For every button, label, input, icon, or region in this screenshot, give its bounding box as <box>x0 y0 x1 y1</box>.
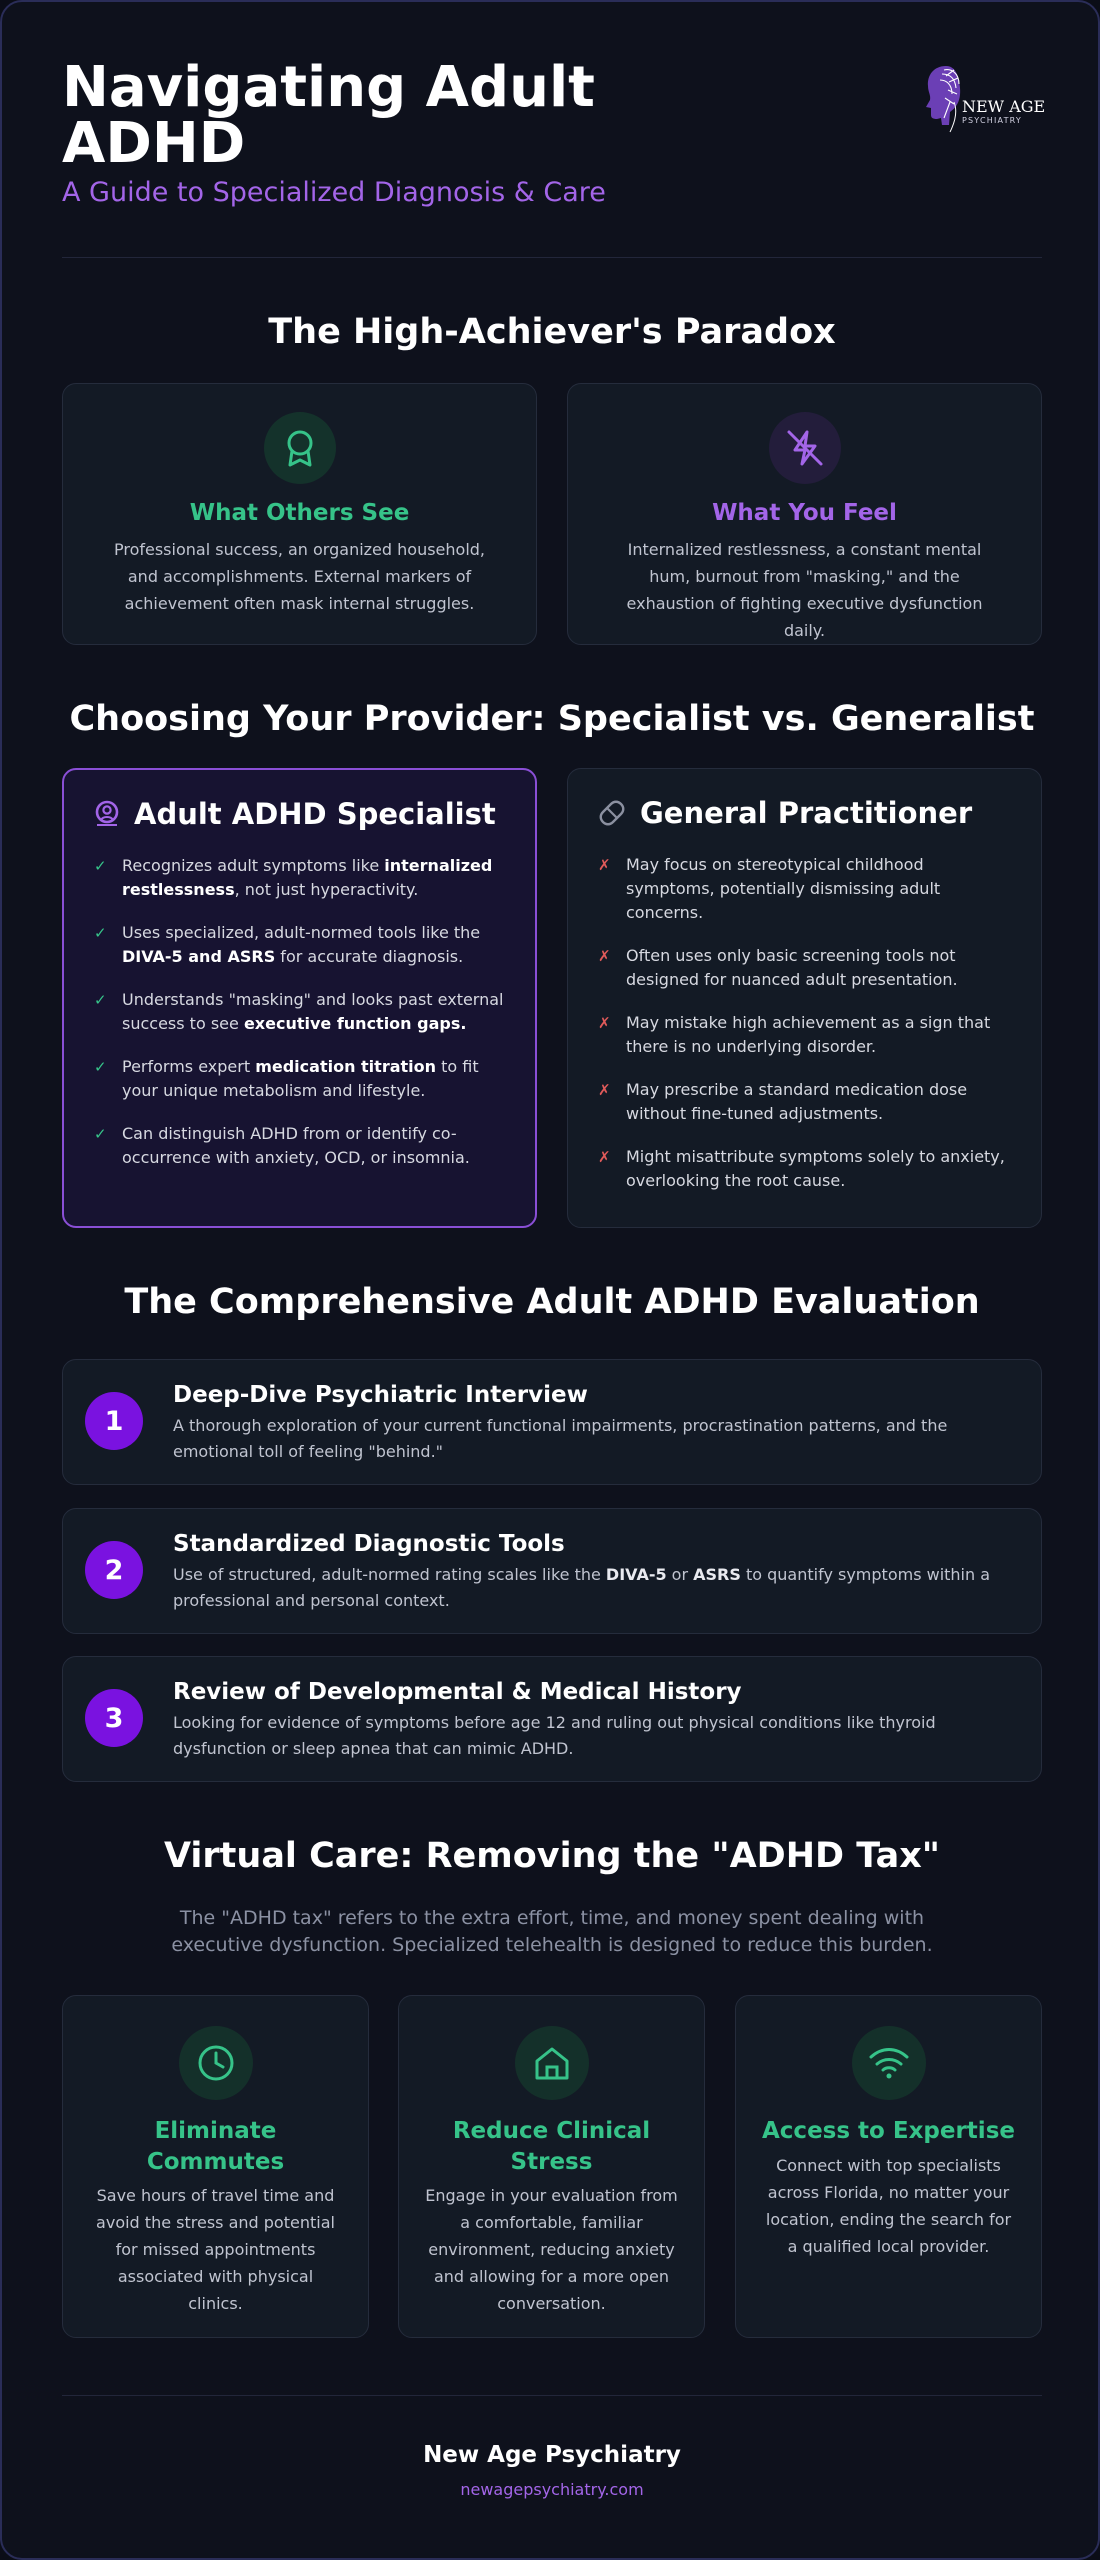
generalist-list-item <box>598 1145 1015 1193</box>
footer-website-link[interactable]: newagepsychiatry.com <box>460 2480 644 2499</box>
step-description <box>173 1710 1021 1762</box>
header-divider <box>62 257 1042 258</box>
body-text: Understands "masking" and looks past external success to see <box>122 990 504 1033</box>
section-title-virtual-care: Virtual Care: Removing the "ADHD Tax" <box>163 1836 941 1876</box>
specialist-card-header <box>94 798 496 830</box>
paradox-card-others-see <box>62 383 537 645</box>
virtual-care-intro: The "ADHD tax" refers to the extra effort, time, and money spent dealing with executive dysfunction. Specialized telehealth is designed to reduce this burden. <box>171 1907 933 1956</box>
evaluation-step <box>62 1359 1042 1485</box>
generalist-list-item <box>598 944 1015 992</box>
body-text: Can distinguish ADHD from or identify co-occurrence with anxiety, OCD, or insomnia. <box>122 1124 470 1167</box>
section-title-evaluation: The Comprehensive Adult ADHD Evaluation <box>124 1282 980 1322</box>
list-item-text <box>122 988 509 1036</box>
zap-off-icon <box>769 412 841 484</box>
body-text: or <box>666 1565 694 1584</box>
emphasis-text: internalized restlessness <box>122 856 493 899</box>
generalist-card-title: General Practitioner <box>640 796 973 830</box>
page-subtitle: A Guide to Specialized Diagnosis & Care <box>62 177 606 208</box>
list-item-text <box>122 921 509 969</box>
logo-text-sub: PSYCHIATRY <box>962 116 1022 125</box>
footer-company-name: New Age Psychiatry <box>423 2442 681 2468</box>
logo-text-main: NEW AGE <box>962 97 1046 116</box>
virtual-card-title: Reduce Clinical Stress <box>452 2118 651 2175</box>
user-doctor-icon <box>94 800 120 828</box>
virtual-card-desc: Engage in your evaluation from a comfortable, familiar environment, reducing anxiety and allowing for a more open conversation. <box>425 2186 678 2313</box>
specialist-card-title: Adult ADHD Specialist <box>134 797 496 831</box>
section-title-paradox: The High-Achiever's Paradox <box>268 312 836 352</box>
cross-icon: ✗ <box>598 1014 611 1032</box>
paradox-card-desc: Professional success, an organized household, and accomplishments. External markers of achievement often mask internal struggles. <box>113 540 485 613</box>
list-item-text <box>122 1122 509 1170</box>
cross-icon: ✗ <box>598 856 611 874</box>
award-ribbon-icon <box>264 412 336 484</box>
step-description <box>173 1562 1021 1614</box>
body-text: A thorough exploration of your current functional impairments, procrastination patterns, and the emotional toll of feeling "behind." <box>173 1416 948 1461</box>
check-icon: ✓ <box>94 1058 107 1076</box>
page-title: Navigating Adult ADHD <box>62 55 595 176</box>
emphasis-text: executive function gaps. <box>243 1014 467 1033</box>
list-item-text: Might misattribute symptoms solely to anxiety, overlooking the root cause. <box>626 1147 1005 1190</box>
paradox-card-you-feel <box>567 383 1042 645</box>
cross-icon: ✗ <box>598 1148 611 1166</box>
generalist-list <box>598 853 1015 1212</box>
list-item-text: Often uses only basic screening tools not designed for nuanced adult presentation. <box>626 946 958 989</box>
home-icon <box>515 2026 589 2100</box>
specialist-list-item <box>94 854 509 902</box>
body-text: Looking for evidence of symptoms before age 12 and ruling out physical conditions like thyroid dysfunction or sleep apnea that can mimic ADHD. <box>173 1713 936 1758</box>
virtual-card-title: Access to Expertise <box>762 2118 1015 2144</box>
step-number-badge: 3 <box>85 1689 143 1747</box>
generalist-card <box>567 768 1042 1228</box>
generalist-list-item <box>598 1011 1015 1059</box>
body-text: , not just hyperactivity. <box>234 880 419 899</box>
virtual-card-stress <box>398 1995 705 2338</box>
check-icon: ✓ <box>94 991 107 1009</box>
wifi-icon <box>852 2026 926 2100</box>
generalist-list-item <box>598 1078 1015 1126</box>
specialist-list <box>94 854 509 1189</box>
generalist-list-item <box>598 853 1015 925</box>
step-number-badge: 1 <box>85 1392 143 1450</box>
emphasis-text: DIVA-5 <box>605 1565 667 1584</box>
pill-icon <box>598 799 626 827</box>
virtual-card-desc: Connect with top specialists across Florida, no matter your location, ending the search for a qualified local provider. <box>765 2156 1012 2256</box>
new-age-psychiatry-logo <box>924 62 1046 134</box>
list-item-text: May mistake high achievement as a sign that there is no underlying disorder. <box>626 1013 991 1056</box>
specialist-card <box>62 768 537 1228</box>
clock-icon <box>179 2026 253 2100</box>
step-number-badge: 2 <box>85 1541 143 1599</box>
head-tree-logo-icon <box>924 62 964 134</box>
emphasis-text: ASRS <box>693 1565 741 1584</box>
step-description <box>173 1413 1021 1465</box>
step-title: Deep-Dive Psychiatric Interview <box>173 1382 588 1408</box>
virtual-card-commutes <box>62 1995 369 2338</box>
paradox-card-title: What You Feel <box>712 500 897 526</box>
generalist-card-header <box>598 797 972 829</box>
list-item-text <box>122 1055 509 1103</box>
virtual-card-title: Eliminate Commutes <box>146 2118 285 2175</box>
body-text: to quantify symptoms within a professional and personal context. <box>173 1565 991 1610</box>
step-title: Standardized Diagnostic Tools <box>173 1531 565 1557</box>
list-item-text: May prescribe a standard medication dose without fine-tuned adjustments. <box>626 1080 968 1123</box>
specialist-list-item <box>94 1055 509 1103</box>
body-text: Performs expert <box>122 1057 256 1076</box>
evaluation-step <box>62 1656 1042 1782</box>
emphasis-text: medication titration <box>255 1057 437 1076</box>
specialist-list-item <box>94 1122 509 1170</box>
cross-icon: ✗ <box>598 1081 611 1099</box>
virtual-card-expertise <box>735 1995 1042 2338</box>
body-text: Use of structured, adult-normed rating scales like the <box>173 1565 606 1584</box>
list-item-text <box>122 854 509 902</box>
check-icon: ✓ <box>94 857 107 875</box>
body-text: to fit your unique metabolism and lifestyle. <box>122 1057 479 1100</box>
list-item-text: May focus on stereotypical childhood symptoms, potentially dismissing adult concerns. <box>626 855 941 922</box>
body-text: Uses specialized, adult-normed tools like the <box>122 923 481 942</box>
paradox-card-title: What Others See <box>189 500 410 526</box>
emphasis-text: DIVA-5 and ASRS <box>122 947 276 966</box>
check-icon: ✓ <box>94 1125 107 1143</box>
body-text: Recognizes adult symptoms like <box>122 856 385 875</box>
check-icon: ✓ <box>94 924 107 942</box>
section-title-provider: Choosing Your Provider: Specialist vs. Generalist <box>69 699 1035 739</box>
footer-divider <box>62 2395 1042 2396</box>
cross-icon: ✗ <box>598 947 611 965</box>
specialist-list-item <box>94 988 509 1036</box>
virtual-card-desc: Save hours of travel time and avoid the stress and potential for missed appointments associated with physical clinics. <box>96 2186 335 2313</box>
body-text: for accurate diagnosis. <box>275 947 464 966</box>
paradox-card-desc: Internalized restlessness, a constant mental hum, burnout from "masking," and the exhaustion of fighting executive dysfunction daily. <box>626 540 983 640</box>
evaluation-step <box>62 1508 1042 1634</box>
header <box>62 55 1046 210</box>
step-title: Review of Developmental & Medical History <box>173 1679 742 1705</box>
specialist-list-item <box>94 921 509 969</box>
